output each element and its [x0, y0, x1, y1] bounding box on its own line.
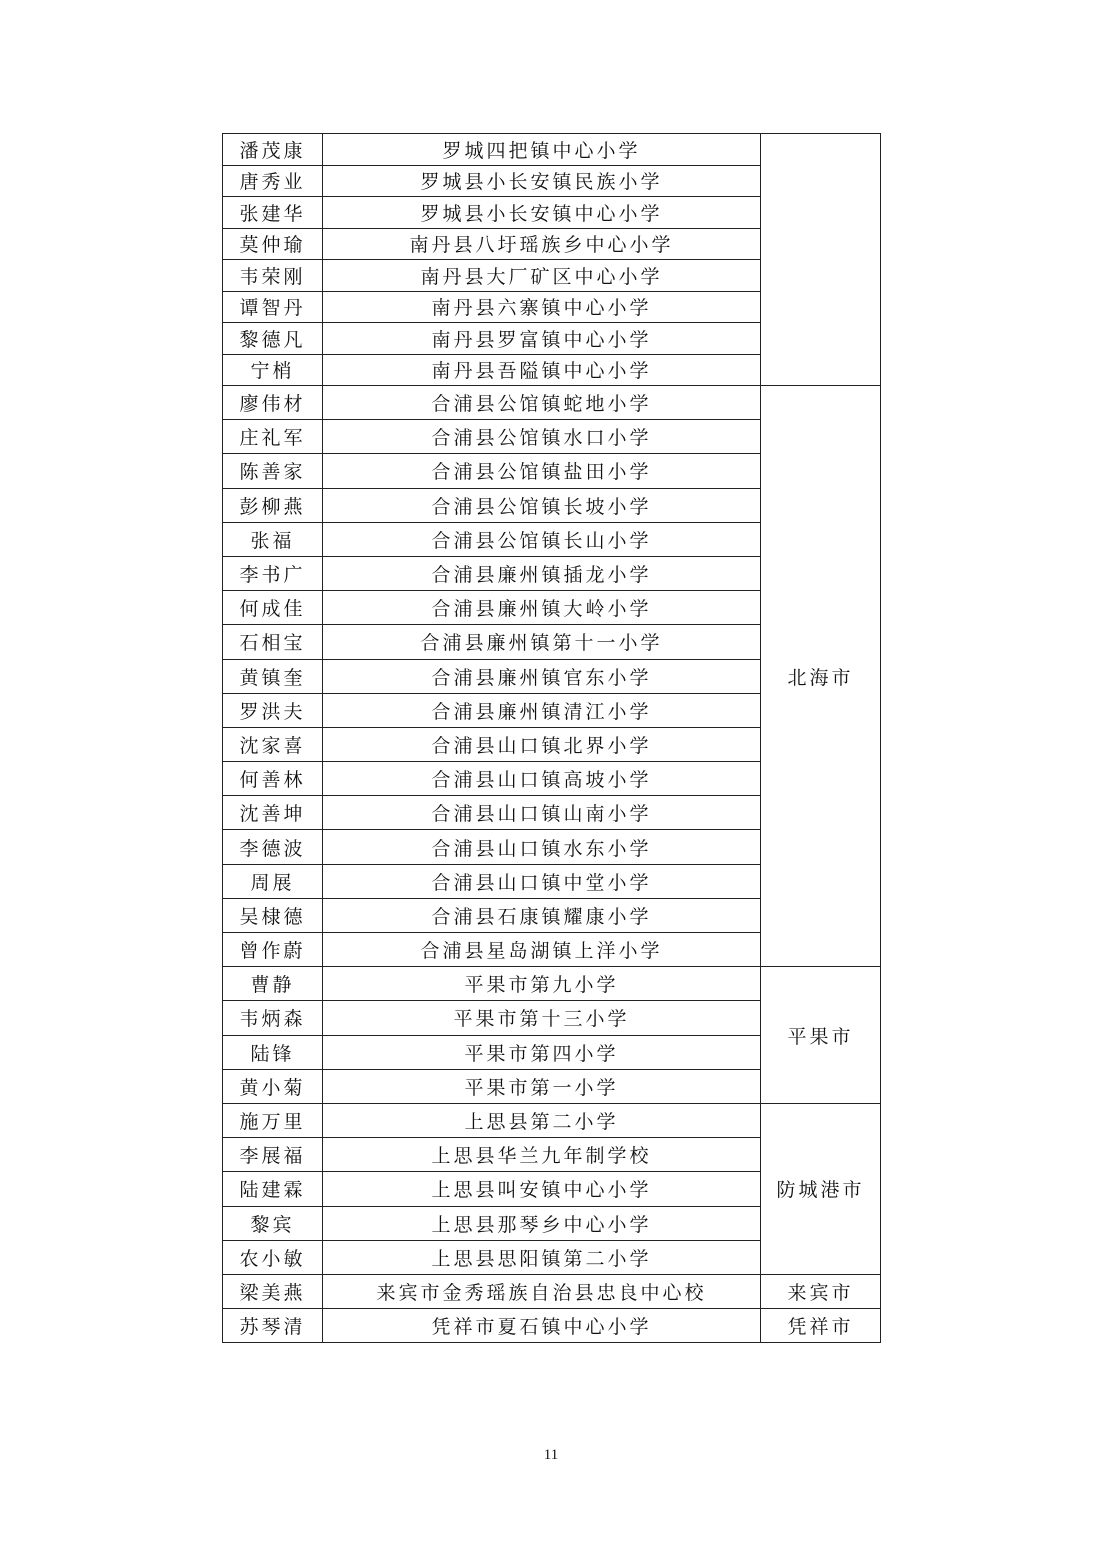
school-name-cell: 平果市第一小学: [323, 1069, 761, 1103]
teacher-name-cell: 曹静: [223, 967, 323, 1001]
school-name-cell: 合浦县廉州镇插龙小学: [323, 556, 761, 590]
teacher-name-cell: 唐秀业: [223, 165, 323, 197]
teacher-name-cell: 黎宾: [223, 1206, 323, 1240]
teacher-list-table: [222, 133, 881, 1343]
school-name-cell: 南丹县八圩瑶族乡中心小学: [323, 228, 761, 260]
teacher-name-cell: 沈家喜: [223, 727, 323, 761]
school-name-cell: 合浦县公馆镇长山小学: [323, 522, 761, 556]
region-cell: 凭祥市: [761, 1309, 881, 1343]
school-name-cell: 罗城县小长安镇中心小学: [323, 197, 761, 229]
school-name-cell: 合浦县石康镇耀康小学: [323, 898, 761, 932]
teacher-name-cell: 张建华: [223, 197, 323, 229]
school-name-cell: 合浦县山口镇水东小学: [323, 830, 761, 864]
school-name-cell: 上思县第二小学: [323, 1103, 761, 1137]
teacher-name-cell: 李展福: [223, 1138, 323, 1172]
school-name-cell: 平果市第四小学: [323, 1035, 761, 1069]
region-cell: 防城港市: [761, 1103, 881, 1274]
school-name-cell: 合浦县公馆镇长坡小学: [323, 488, 761, 522]
teacher-name-cell: 韦荣刚: [223, 260, 323, 292]
teacher-name-cell: 莫仲瑜: [223, 228, 323, 260]
school-name-cell: 合浦县山口镇北界小学: [323, 727, 761, 761]
table-row: [223, 1103, 881, 1137]
region-cell: 北海市: [761, 386, 881, 967]
teacher-name-cell: 周展: [223, 864, 323, 898]
table-row: [223, 1309, 881, 1343]
region-cell: 平果市: [761, 967, 881, 1104]
table-row: [223, 967, 881, 1001]
school-name-cell: 上思县思阳镇第二小学: [323, 1240, 761, 1274]
school-name-cell: 合浦县山口镇中堂小学: [323, 864, 761, 898]
teacher-name-cell: 吴棣德: [223, 898, 323, 932]
teacher-name-cell: 施万里: [223, 1103, 323, 1137]
teacher-name-cell: 庄礼军: [223, 420, 323, 454]
school-name-cell: 上思县叫安镇中心小学: [323, 1172, 761, 1206]
teacher-name-cell: 黄小菊: [223, 1069, 323, 1103]
teacher-name-cell: 农小敏: [223, 1240, 323, 1274]
teacher-name-cell: 苏琴清: [223, 1309, 323, 1343]
table-row: [223, 134, 881, 166]
school-name-cell: 南丹县吾隘镇中心小学: [323, 354, 761, 386]
teacher-name-cell: 潘茂康: [223, 134, 323, 166]
school-name-cell: 凭祥市夏石镇中心小学: [323, 1309, 761, 1343]
school-name-cell: 合浦县廉州镇官东小学: [323, 659, 761, 693]
teacher-name-cell: 何成佳: [223, 591, 323, 625]
school-name-cell: 平果市第十三小学: [323, 1001, 761, 1035]
school-name-cell: 来宾市金秀瑶族自治县忠良中心校: [323, 1274, 761, 1308]
school-name-cell: 合浦县公馆镇盐田小学: [323, 454, 761, 488]
school-name-cell: 南丹县六寨镇中心小学: [323, 291, 761, 323]
table-row: [223, 386, 881, 420]
school-name-cell: 上思县华兰九年制学校: [323, 1138, 761, 1172]
teacher-name-cell: 彭柳燕: [223, 488, 323, 522]
school-name-cell: 南丹县大厂矿区中心小学: [323, 260, 761, 292]
school-name-cell: 合浦县廉州镇第十一小学: [323, 625, 761, 659]
teacher-name-cell: 宁梢: [223, 354, 323, 386]
teacher-name-cell: 黄镇奎: [223, 659, 323, 693]
teacher-name-cell: 韦炳森: [223, 1001, 323, 1035]
page-number: 11: [543, 1447, 559, 1463]
table-row: [223, 1274, 881, 1308]
school-name-cell: 合浦县廉州镇清江小学: [323, 693, 761, 727]
school-name-cell: 合浦县星岛湖镇上洋小学: [323, 933, 761, 967]
teacher-name-cell: 曾作蔚: [223, 933, 323, 967]
school-name-cell: 上思县那琴乡中心小学: [323, 1206, 761, 1240]
school-name-cell: 合浦县廉州镇大岭小学: [323, 591, 761, 625]
school-name-cell: 罗城四把镇中心小学: [323, 134, 761, 166]
teacher-name-cell: 廖伟材: [223, 386, 323, 420]
teacher-name-cell: 罗洪夫: [223, 693, 323, 727]
teacher-name-cell: 陈善家: [223, 454, 323, 488]
teacher-name-cell: 陆建霖: [223, 1172, 323, 1206]
region-cell: 来宾市: [761, 1274, 881, 1308]
school-name-cell: 罗城县小长安镇民族小学: [323, 165, 761, 197]
teacher-name-cell: 谭智丹: [223, 291, 323, 323]
region-cell: [761, 134, 881, 386]
teacher-name-cell: 李书广: [223, 556, 323, 590]
teacher-name-cell: 何善林: [223, 762, 323, 796]
teacher-name-cell: 黎德凡: [223, 323, 323, 355]
teacher-name-cell: 陆锋: [223, 1035, 323, 1069]
school-name-cell: 合浦县公馆镇蛇地小学: [323, 386, 761, 420]
teacher-name-cell: 沈善坤: [223, 796, 323, 830]
teacher-name-cell: 石相宝: [223, 625, 323, 659]
table-body: [223, 134, 881, 1343]
school-name-cell: 南丹县罗富镇中心小学: [323, 323, 761, 355]
school-name-cell: 合浦县山口镇山南小学: [323, 796, 761, 830]
teacher-name-cell: 梁美燕: [223, 1274, 323, 1308]
teacher-name-cell: 李德波: [223, 830, 323, 864]
school-name-cell: 合浦县山口镇高坡小学: [323, 762, 761, 796]
school-name-cell: 平果市第九小学: [323, 967, 761, 1001]
school-name-cell: 合浦县公馆镇水口小学: [323, 420, 761, 454]
teacher-name-cell: 张福: [223, 522, 323, 556]
